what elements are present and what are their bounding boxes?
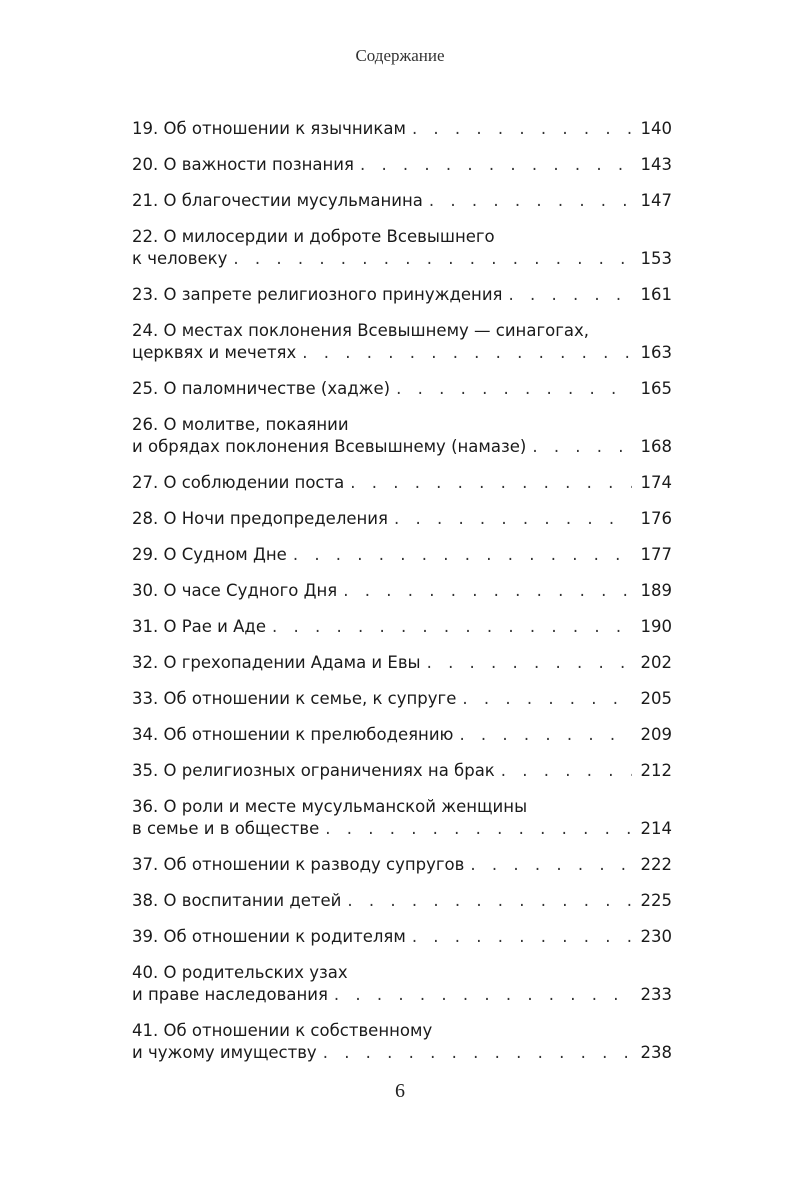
toc-entry-title: 21. О благочестии мусульманина [132, 191, 423, 210]
dot-leader [459, 724, 632, 746]
dot-leader [343, 580, 632, 602]
toc-entry-row [132, 190, 672, 212]
toc-entry-row [132, 984, 672, 1006]
toc-entry [132, 508, 672, 530]
toc-entry [132, 414, 672, 458]
toc-entry-title: 37. Об отношении к разводу супругов [132, 855, 465, 874]
dot-leader [293, 544, 632, 566]
dot-leader [347, 890, 632, 912]
toc-entry [132, 724, 672, 746]
toc-entry-row [132, 508, 672, 530]
toc-entry-row [132, 724, 672, 746]
toc-entry-row [132, 854, 672, 876]
toc-entry-title: 29. О Судном Дне [132, 545, 287, 564]
toc-entry [132, 544, 672, 566]
toc-entry-title: 20. О важности познания [132, 155, 354, 174]
toc-entry-row [132, 472, 672, 494]
dot-leader [334, 984, 632, 1006]
page-number: 6 [395, 1080, 405, 1102]
toc-entry [132, 1020, 672, 1064]
toc-entry-title: 34. Об отношении к прелюбодеянию [132, 725, 454, 744]
toc-entry-row [132, 118, 672, 140]
toc-entry-title: 30. О часе Судного Дня [132, 581, 338, 600]
toc-entry [132, 118, 672, 140]
toc-entry-page: 225 [640, 891, 672, 910]
toc-entry-row [132, 616, 672, 638]
toc-entry-title-line: 36. О роли и месте мусульманской женщины [132, 797, 528, 816]
toc-entry-page: 233 [640, 985, 672, 1004]
toc-entry [132, 854, 672, 876]
dot-leader [394, 508, 632, 530]
toc-entry [132, 760, 672, 782]
toc-entry-page: 153 [640, 249, 672, 268]
toc-entry-title: в семье и в обществе [132, 819, 320, 838]
dot-leader [427, 652, 632, 674]
toc-entry-title: 23. О запрете религиозного принуждения [132, 285, 503, 304]
toc-entry [132, 580, 672, 602]
toc-entry-row [132, 544, 672, 566]
dot-leader [470, 854, 632, 876]
toc-entry-title: 32. О грехопадении Адама и Евы [132, 653, 421, 672]
toc-entry [132, 378, 672, 400]
toc-entry-title: 28. О Ночи предопределения [132, 509, 388, 528]
toc-entry-title: 25. О паломничестве (хадже) [132, 379, 391, 398]
dot-leader [323, 1042, 632, 1064]
dot-leader [233, 248, 632, 270]
toc-entry [132, 154, 672, 176]
dot-leader [462, 688, 632, 710]
toc-entry-row [132, 248, 672, 270]
toc-entry-title: 38. О воспитании детей [132, 891, 342, 910]
toc-entry-title-line: 22. О милосердии и доброте Всевышнего [132, 227, 495, 246]
toc-entry-page: 165 [640, 379, 672, 398]
toc-entry-row [132, 342, 672, 364]
toc-entry-page: 205 [640, 689, 672, 708]
toc-entry-row [132, 580, 672, 602]
dot-leader [360, 154, 632, 176]
toc-entry-row [132, 652, 672, 674]
toc-entry-page: 177 [640, 545, 672, 564]
toc-entry [132, 688, 672, 710]
toc-entry-title: к человеку [132, 249, 228, 268]
toc-entry-page: 209 [640, 725, 672, 744]
toc-entry-page: 176 [640, 509, 672, 528]
toc-entry-title: 27. О соблюдении поста [132, 473, 345, 492]
toc-entry [132, 226, 672, 270]
dot-leader [412, 926, 632, 948]
toc-entry [132, 652, 672, 674]
toc-entry-title: 19. Об отношении к язычникам [132, 119, 406, 138]
toc-entry-page: 230 [640, 927, 672, 946]
dot-leader [532, 436, 632, 458]
dot-leader [396, 378, 632, 400]
toc-entry-title: церквях и мечетях [132, 343, 297, 362]
toc-entry-page: 222 [640, 855, 672, 874]
toc-entry [132, 890, 672, 912]
dot-leader [429, 190, 632, 212]
toc-entry-row [132, 1042, 672, 1064]
toc-entry-page: 238 [640, 1043, 672, 1062]
toc-entry [132, 472, 672, 494]
toc-entry-title: и чужому имуществу [132, 1043, 317, 1062]
dot-leader [412, 118, 632, 140]
toc-entry-page: 143 [640, 155, 672, 174]
toc-entry [132, 320, 672, 364]
toc-entry [132, 796, 672, 840]
toc-entry-title: 31. О Рае и Аде [132, 617, 266, 636]
toc-entry-row [132, 926, 672, 948]
toc-entry-page: 212 [640, 761, 672, 780]
toc-entry-title: 33. Об отношении к семье, к супруге [132, 689, 457, 708]
toc-entry-page: 163 [640, 343, 672, 362]
table-of-contents [132, 118, 672, 1078]
dot-leader [501, 760, 632, 782]
toc-entry [132, 190, 672, 212]
dot-leader [325, 818, 632, 840]
dot-leader [302, 342, 632, 364]
toc-entry-page: 161 [640, 285, 672, 304]
toc-entry-page: 168 [640, 437, 672, 456]
toc-entry [132, 926, 672, 948]
toc-entry-page: 140 [640, 119, 672, 138]
toc-entry-row [132, 378, 672, 400]
dot-leader [508, 284, 632, 306]
toc-entry-row [132, 436, 672, 458]
toc-entry-row [132, 284, 672, 306]
toc-entry-title: и праве наследования [132, 985, 328, 1004]
toc-entry-row [132, 688, 672, 710]
toc-entry-row [132, 154, 672, 176]
toc-entry-row [132, 890, 672, 912]
toc-entry-row [132, 818, 672, 840]
toc-entry [132, 616, 672, 638]
toc-entry-title: и обрядах поклонения Всевышнему (намазе) [132, 437, 527, 456]
toc-entry-page: 189 [640, 581, 672, 600]
toc-entry-page: 147 [640, 191, 672, 210]
dot-leader [272, 616, 632, 638]
toc-entry-title-line: 24. О местах поклонения Всевышнему — синагогах, [132, 321, 590, 340]
toc-entry-row [132, 760, 672, 782]
toc-entry-page: 202 [640, 653, 672, 672]
toc-entry-title-line: 40. О родительских узах [132, 963, 348, 982]
toc-entry-title-line: 26. О молитве, покаянии [132, 415, 349, 434]
toc-entry-page: 174 [640, 473, 672, 492]
toc-entry-title-line: 41. Об отношении к собственному [132, 1021, 433, 1040]
toc-entry-title: 35. О религиозных ограничениях на брак [132, 761, 495, 780]
dot-leader [350, 472, 632, 494]
toc-entry-title: 39. Об отношении к родителям [132, 927, 406, 946]
running-head: Содержание [355, 46, 445, 65]
toc-entry [132, 284, 672, 306]
toc-entry-page: 190 [640, 617, 672, 636]
toc-entry-page: 214 [640, 819, 672, 838]
toc-entry [132, 962, 672, 1006]
